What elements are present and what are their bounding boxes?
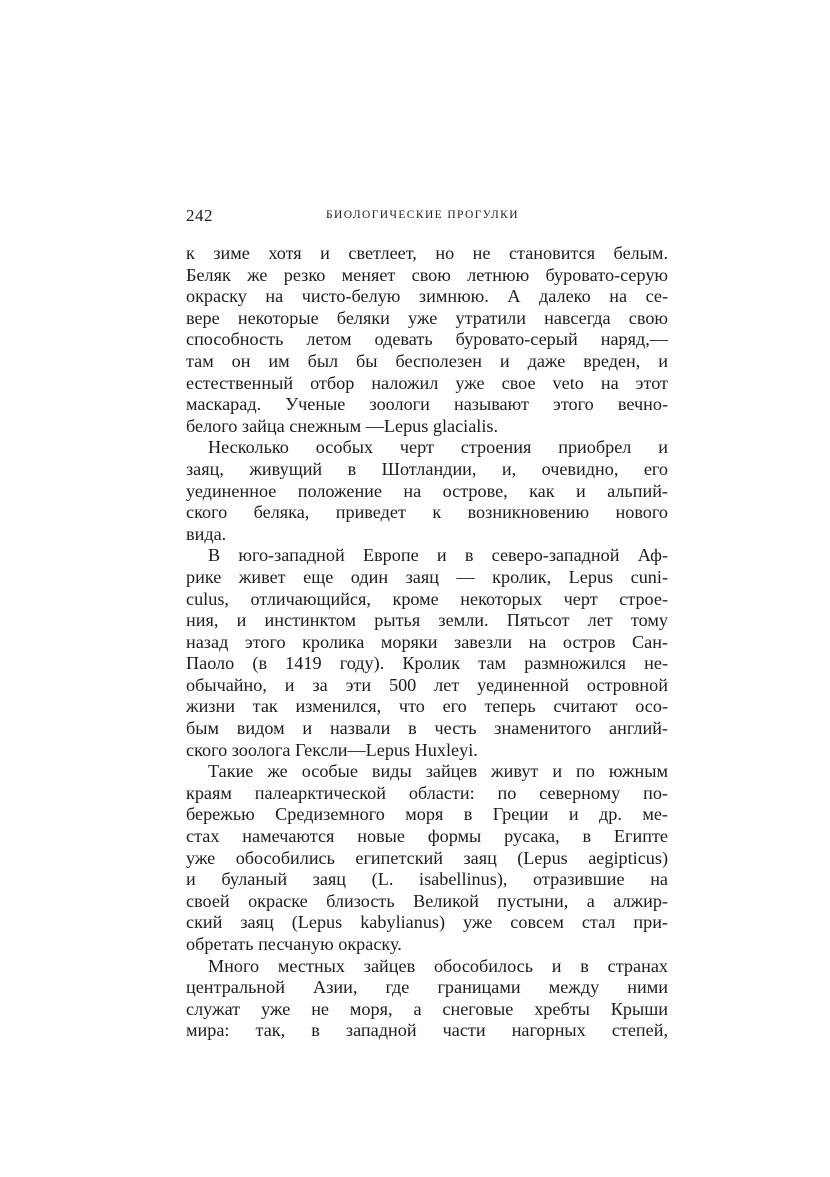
text-line: Беляк же резко меняет свою летнюю буровато-серую bbox=[186, 264, 668, 285]
text-line: к зиме хотя и светлеет, но не становится белым. bbox=[186, 243, 668, 263]
text-line: уединенное положение на острове, как и альпий- bbox=[186, 480, 668, 501]
text-line: обычайно, и за эти 500 лет уединенной островной bbox=[186, 674, 668, 695]
text-line: ского беляка, приведет к возникновению нового bbox=[186, 502, 668, 523]
text-line: ния, и инстинктом рытья земли. Пятьсот лет тому bbox=[186, 610, 668, 631]
text-line: жизни так изменился, что его теперь считают осо- bbox=[186, 696, 668, 717]
text-line: окраску на чисто-белую зимнюю. А далеко на се- bbox=[186, 286, 668, 307]
text-line: вере некоторые беляки уже утратили навсегда свою bbox=[186, 307, 668, 328]
text-line: В юго-западной Европе и в северо-западной Аф- bbox=[208, 545, 668, 566]
text-line: маскарад. Ученые зоологи называют этого вечно- bbox=[186, 394, 668, 415]
text-line: краям палеарктической области: по северному по- bbox=[186, 782, 668, 803]
text-line: Паоло (в 1419 году). Кролик там размножился не- bbox=[186, 653, 668, 674]
text-line: рике живет еще один заяц — кролик, Lepus cuni- bbox=[186, 566, 668, 587]
text-line: мира: так, в западной части нагорных степей, bbox=[186, 1020, 668, 1041]
paragraph bbox=[186, 761, 668, 955]
text-line: белого зайца снежным —Lepus glacialis. bbox=[186, 415, 499, 436]
text-line: бережью Средиземного моря в Греции и др. ме- bbox=[186, 804, 668, 825]
text-line: вида. bbox=[186, 523, 227, 544]
text-line: Несколько особых черт строения приобрел и bbox=[208, 437, 668, 458]
text-line: и буланый заяц (L. isabellinus), отразившие на bbox=[186, 869, 668, 890]
text-line: естественный отбор наложил уже свое veto на этот bbox=[186, 372, 668, 393]
text-line: бым видом и назвали в честь знаменитого англий- bbox=[186, 718, 668, 739]
text-line: способность летом одевать буровато-серый наряд,— bbox=[186, 329, 668, 350]
text-line: culus, отличающийся, кроме некоторых черт строе- bbox=[186, 588, 668, 609]
text-line: своей окраске близость Великой пустыни, а алжир- bbox=[186, 890, 668, 911]
text-line: ский заяц (Lepus kabylianus) уже совсем стал при- bbox=[186, 912, 668, 933]
paragraph bbox=[186, 545, 668, 761]
text-line: Много местных зайцев обособилось и в странах bbox=[208, 955, 668, 976]
text-line: обретать песчаную окраску. bbox=[186, 934, 402, 954]
text-line: служат уже не моря, а снеговые хребты Крыши bbox=[186, 998, 668, 1019]
text-line: уже обособились египетский заяц (Lepus aegipticus) bbox=[186, 847, 668, 868]
page-header bbox=[186, 206, 668, 228]
paragraph bbox=[186, 437, 668, 545]
running-title: БИОЛОГИЧЕСКИЕ ПРОГУЛКИ bbox=[326, 209, 519, 221]
text-line: стах намечаются новые формы русака, в Египте bbox=[186, 826, 668, 847]
text-line: Такие же особые виды зайцев живут и по южным bbox=[208, 761, 668, 782]
text-line: там он им был бы бесполезен и даже вреден, и bbox=[186, 350, 668, 371]
text-line: ского зоолога Гексли—Lepus Huxleyi. bbox=[186, 739, 478, 760]
paragraph bbox=[186, 956, 668, 1042]
paragraph bbox=[186, 243, 668, 437]
page-number: 242 bbox=[186, 206, 213, 225]
text-line: заяц, живущий в Шотландии, и, очевидно, его bbox=[186, 458, 668, 479]
body-text bbox=[186, 243, 668, 1042]
text-line: назад этого кролика моряки завезли на остров Сан- bbox=[186, 631, 668, 652]
text-line: центральной Азии, где границами между ними bbox=[186, 977, 668, 998]
